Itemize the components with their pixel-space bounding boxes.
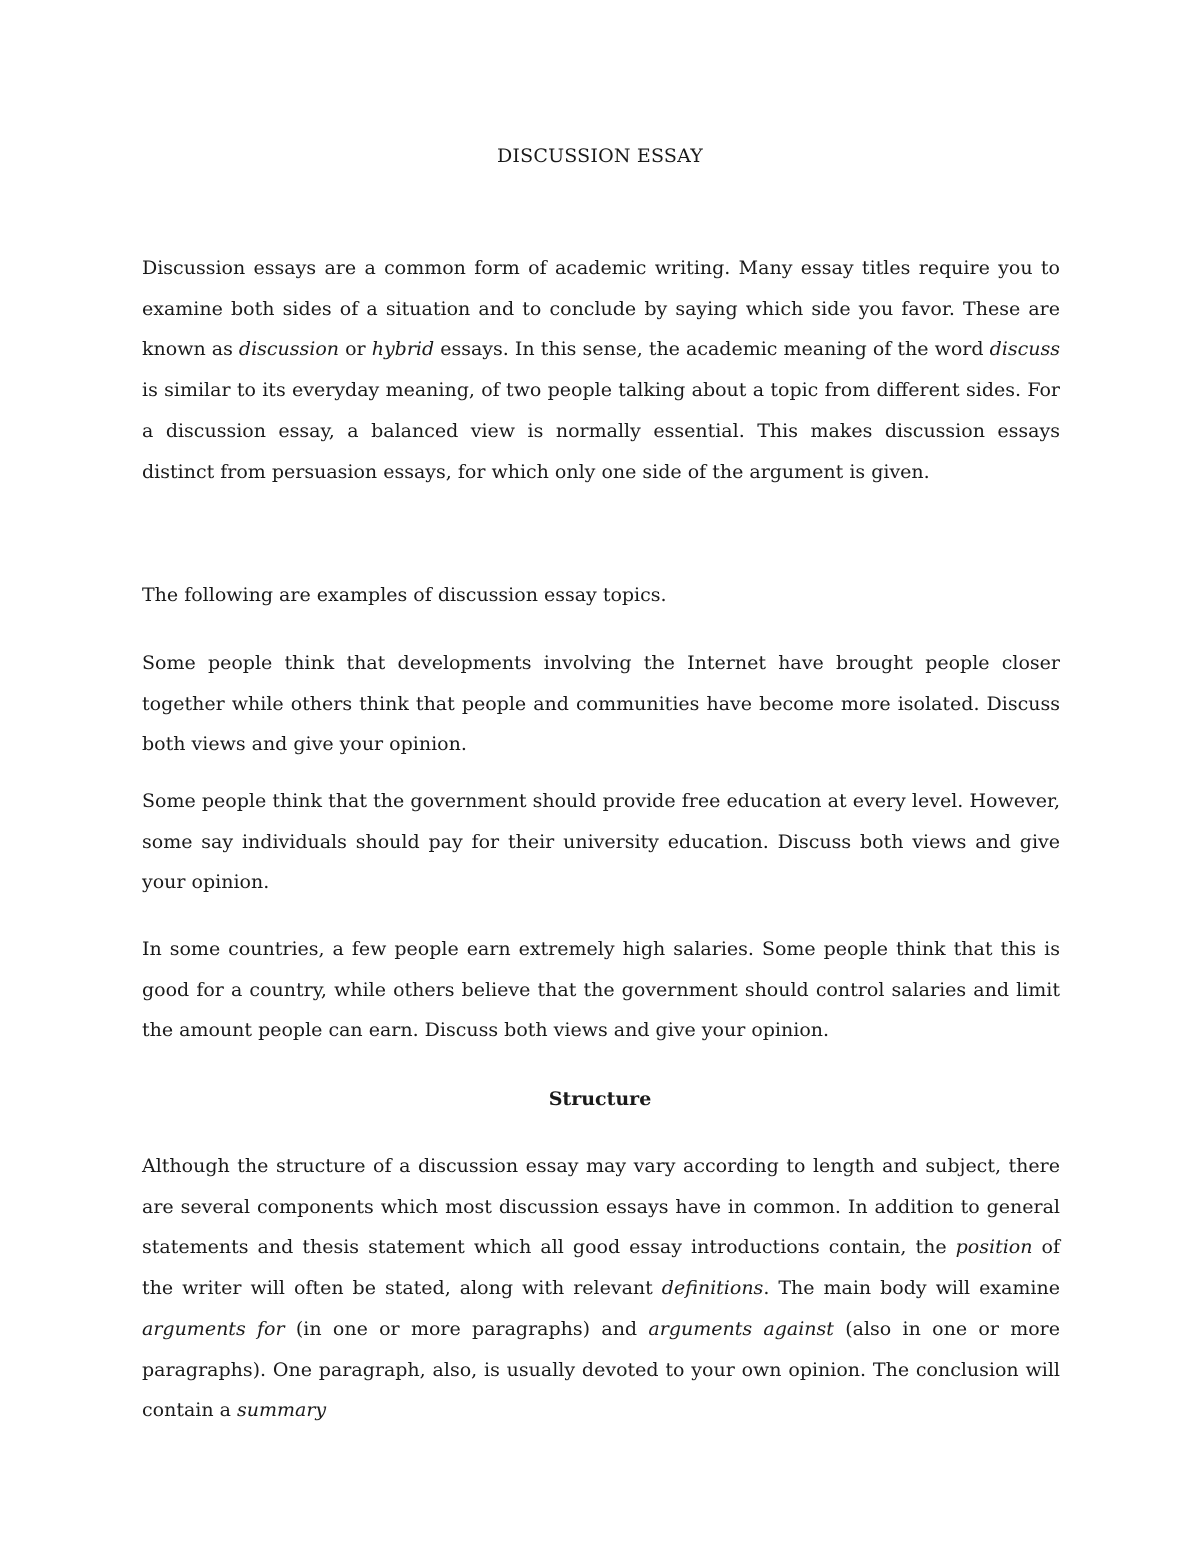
structure-term-arguments-against: arguments against	[648, 1317, 834, 1340]
intro-text-1: Discussion essays are a common form of academic writing. Many essay titles require you to examine both sides of a situation and to conclude by saying which side you favor. These are known as	[142, 257, 1060, 361]
structure-text-1: Although the structure of a discussion essay may vary according to length and subject, there are several components which most discussion essays have in common. In addition to general statements and thesis statement which all good essay introductions contain, the	[142, 1155, 1060, 1259]
intro-text-3: essays. In this sense, the academic meaning of the word	[434, 338, 990, 361]
example-topic-2: Some people think that the government should provide free education at every level. However, some say individuals should pay for their university education. Discuss both views and give your opinion.	[142, 790, 1060, 894]
intro-text-2: or	[339, 338, 372, 361]
example-topic-3: In some countries, a few people earn extremely high salaries. Some people think that this is good for a country, while others believe that the government should control salaries and limit the amount people can earn. Discuss both views and give your opinion.	[142, 938, 1060, 1042]
structure-text-5: (also in one or more paragraphs). One paragraph, also, is usually devoted to your own opinion. The conclusion will contain a	[142, 1317, 1060, 1422]
intro-paragraph	[142, 248, 1060, 492]
intro-term-discussion: discussion	[238, 338, 340, 361]
structure-term-position: position	[955, 1236, 1033, 1259]
intro-text-4: is similar to its everyday meaning, of two people talking about a topic from different sides. For a discussion essay, a balanced view is normally essential. This makes discussion essays distinct from persuasion essays, for which only one side of the argument is given.	[142, 379, 1060, 483]
structure-term-arguments-for: arguments for	[142, 1317, 285, 1340]
document-title: DISCUSSION ESSAY	[496, 145, 703, 167]
structure-term-definitions: definitions	[661, 1277, 764, 1300]
intro-term-discuss: discuss	[989, 338, 1060, 361]
structure-text-2: of the writer will often be stated, along with relevant	[142, 1236, 1061, 1300]
structure-heading: Structure	[548, 1088, 652, 1110]
structure-term-summary: summary	[237, 1399, 327, 1422]
structure-text-3: . The main body will examine	[763, 1277, 1060, 1300]
intro-term-hybrid: hybrid	[371, 338, 435, 361]
example-topic-1: Some people think that developments involving the Internet have brought people closer together while others think that people and communities have become more isolated. Discuss both views and give your opinion.	[142, 652, 1060, 756]
examples-intro: The following are examples of discussion essay topics.	[142, 584, 667, 606]
structure-paragraph	[142, 1146, 1060, 1431]
structure-text-4: (in one or more paragraphs) and	[284, 1317, 649, 1340]
